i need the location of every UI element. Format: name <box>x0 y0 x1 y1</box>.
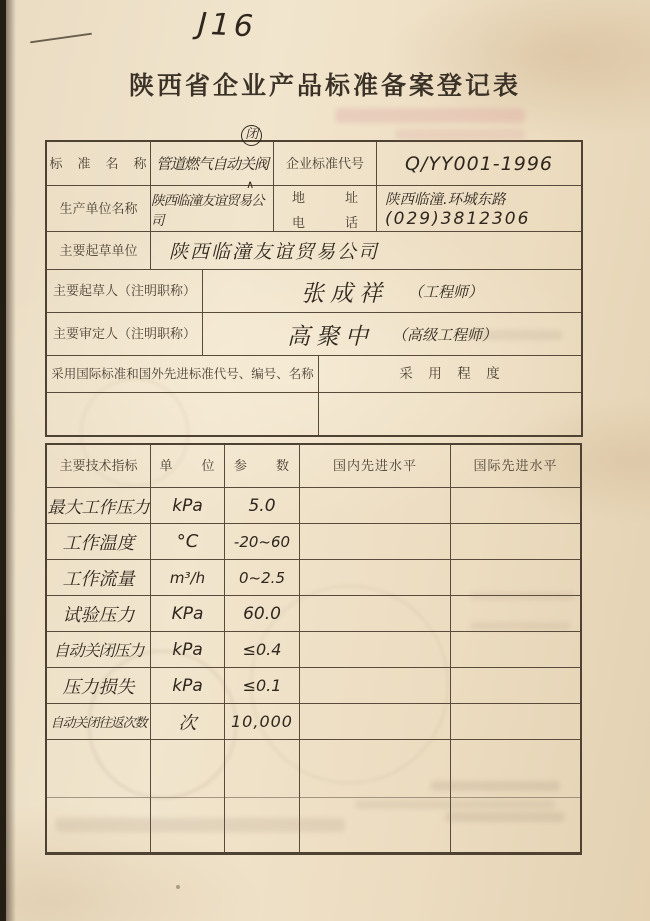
enterprise-code-label: 企业标准代号 <box>285 155 364 171</box>
ink-bleed <box>335 108 525 123</box>
drafter-name: 张成祥 <box>300 280 388 307</box>
param-value: 5.0 <box>248 495 276 516</box>
row-drafter <box>47 270 581 313</box>
spec-row <box>47 524 580 560</box>
paper-speck <box>176 885 180 889</box>
standard-name-label: 标 准 名 称 <box>49 155 148 171</box>
unit-value: kPa <box>172 675 203 696</box>
ink-bleed <box>445 812 565 822</box>
enterprise-code-value: Q/YY001-1996 <box>404 152 554 175</box>
faint-rule-line <box>47 797 580 798</box>
row-drafting-unit <box>47 232 581 270</box>
param-value: ≤0.4 <box>242 640 282 659</box>
unit-value: °C <box>176 531 199 552</box>
examiner-label: 主要审定人（注明职称） <box>52 326 196 342</box>
producer-value: 陕西临潼友谊贸易公司 <box>151 192 264 229</box>
indicator-value: 自动关闭往返次数 <box>50 716 147 731</box>
phone-value: (029)3812306 <box>385 209 531 229</box>
insertion-caret: ∧ <box>246 178 255 191</box>
unit-value: 次 <box>178 712 197 734</box>
row-producer <box>47 186 581 232</box>
ink-bleed <box>355 800 555 809</box>
row-standard-name <box>47 127 581 191</box>
unit-value: kPa <box>172 639 203 660</box>
handwritten-corner-code: J16 <box>197 6 258 45</box>
stamp-bleed-circle <box>80 378 189 487</box>
drafting-unit-label: 主要起草单位 <box>59 242 138 258</box>
standard-name-value: 管道燃气自动关阀 <box>155 155 268 173</box>
page-title: 陕西省企业产品标准备案登记表 <box>128 73 521 100</box>
international-cell <box>451 524 580 559</box>
unit-value: m³/h <box>169 568 206 587</box>
examiner-name: 高聚中 <box>286 323 374 350</box>
indicator-value: 最大工作压力 <box>47 498 150 518</box>
address-phone-label: 地 址 电 话 <box>292 189 358 230</box>
indicator-value: 压力损失 <box>62 676 135 698</box>
ink-bleed <box>468 330 563 340</box>
scan-left-shadow <box>6 0 16 921</box>
param-value: -20~60 <box>233 532 291 551</box>
adoption-degree-blank-cell <box>319 393 581 435</box>
international-cell <box>451 668 580 703</box>
producer-label: 生产单位名称 <box>59 200 138 216</box>
stamp-bleed-circle <box>250 585 449 784</box>
address-value: 陕西临潼.环城东路 <box>385 192 506 208</box>
header-domestic: 国内先进水平 <box>332 458 417 474</box>
inserted-character: 闭 <box>241 125 262 146</box>
spec-row <box>47 488 580 524</box>
indicator-value: 试验压力 <box>62 604 135 626</box>
param-value: 10,000 <box>231 712 293 731</box>
unit-value: KPa <box>171 603 204 624</box>
stamp-bleed-circle <box>88 650 237 799</box>
international-cell <box>451 560 580 595</box>
intl-standard-label: 采用国际标准和国外先进标准代号、编号、名称 <box>51 366 314 381</box>
pen-dash-mark <box>30 33 92 44</box>
indicator-value: 自动关闭压力 <box>53 641 144 660</box>
header-param: 参 数 <box>233 458 290 474</box>
ink-bleed <box>470 592 575 600</box>
ink-bleed <box>395 129 525 140</box>
param-value: ≤0.1 <box>242 676 282 695</box>
ink-bleed <box>55 818 345 832</box>
domestic-cell <box>300 524 451 559</box>
param-value: 60.0 <box>243 603 281 624</box>
indicator-value: 工作温度 <box>62 532 135 554</box>
examiner-title: （高级工程师） <box>391 325 497 344</box>
international-cell <box>451 632 580 667</box>
ink-bleed <box>470 622 570 630</box>
adoption-degree-label: 采 用 程 度 <box>399 365 501 381</box>
indicator-value: 工作流量 <box>62 568 135 590</box>
unit-value: kPa <box>172 495 203 516</box>
header-unit: 单 位 <box>159 458 216 474</box>
ink-bleed <box>430 781 560 791</box>
domestic-cell <box>300 488 451 523</box>
drafter-label: 主要起草人（注明职称） <box>52 283 196 299</box>
international-cell <box>451 488 580 523</box>
header-international: 国际先进水平 <box>473 458 558 474</box>
international-cell <box>451 704 580 739</box>
header-indicator: 主要技术指标 <box>59 458 138 474</box>
param-value: 0~2.5 <box>239 568 285 587</box>
drafter-title: （工程师） <box>407 282 483 301</box>
drafting-unit-value: 陕西临潼友谊贸易公司 <box>169 241 380 263</box>
